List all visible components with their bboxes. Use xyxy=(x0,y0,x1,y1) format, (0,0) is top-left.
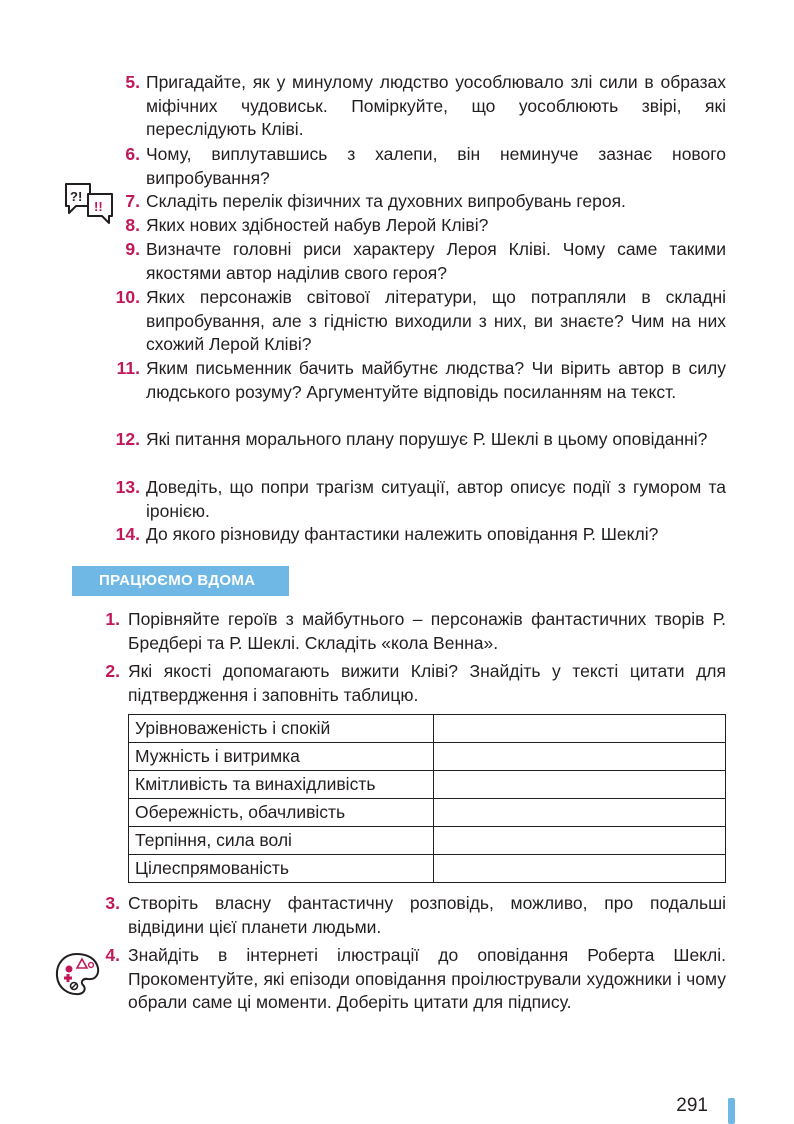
question-text: Яких персонажів світової літератури, що потрапляли в складні випробування, але з гідністю виходили з них, ви знаєте? Чим на них схожий Лерой Кліві? xyxy=(146,287,726,354)
table-row xyxy=(129,827,726,855)
question-number: 10. xyxy=(115,287,140,307)
quote-cell[interactable] xyxy=(434,855,726,883)
quality-cell: Обережність, обачливість xyxy=(129,799,434,827)
svg-text:!!: !! xyxy=(94,199,103,214)
table-row xyxy=(129,743,726,771)
quality-cell: Мужність і витримка xyxy=(129,743,434,771)
quote-cell[interactable] xyxy=(434,771,726,799)
question-text: Порівняйте героїв з майбутнього – персонажів фантастичних творів Р. Бредбері та Р. Шеклі. Складіть «кола Венна». xyxy=(128,609,726,653)
question-number: 14. xyxy=(115,524,140,544)
question-text: Яких нових здібностей набув Лерой Кліві? xyxy=(146,215,489,235)
question-text: Пригадайте, як у минулому людство уособлювало злі сили в образах міфічних чудовиськ. Поміркуйте, що уособлюють звірі, які переслідують Кліві. xyxy=(146,72,726,139)
question-text: Складіть перелік фізичних та духовних випробувань героя. xyxy=(146,191,626,211)
quality-cell: Цілеспрямованість xyxy=(129,855,434,883)
quality-cell: Кмітливість та винахідливість xyxy=(129,771,434,799)
question-text: Які якості допомагають вижити Кліві? Знайдіть у тексті цитати для підтвердження і заповніть таблицю. xyxy=(128,661,726,705)
svg-text:?!: ?! xyxy=(70,189,83,204)
question-number: 8. xyxy=(125,215,140,235)
question-text: До якого різновиду фантастики належить оповідання Р. Шеклі? xyxy=(146,524,659,544)
question-number: 4. xyxy=(105,945,120,965)
quote-cell[interactable] xyxy=(434,743,726,771)
question-number: 11. xyxy=(116,358,140,378)
page-marker-bar xyxy=(728,1098,735,1124)
question-text: Чому, виплутавшись з халепи, він неминуче зазнає нового випробування? xyxy=(146,144,726,188)
question-number: 2. xyxy=(105,661,120,681)
qualities-table xyxy=(128,714,726,883)
question-number: 9. xyxy=(125,239,140,259)
quote-cell[interactable] xyxy=(434,827,726,855)
question-number: 13. xyxy=(115,477,140,497)
quality-cell: Урівноваженість і спокій xyxy=(129,715,434,743)
table-row xyxy=(129,715,726,743)
table-row xyxy=(129,799,726,827)
palette-icon xyxy=(52,950,102,998)
question-text: Які питання морального плану порушує Р. Шеклі в цьому оповіданні? xyxy=(146,429,708,449)
quality-cell: Терпіння, сила волі xyxy=(129,827,434,855)
question-number: 12. xyxy=(115,429,140,449)
quote-cell[interactable] xyxy=(434,715,726,743)
table-row xyxy=(129,771,726,799)
table-row xyxy=(129,855,726,883)
question-text: Доведіть, що попри трагізм ситуації, автор описує події з гумором та іронією. xyxy=(146,477,726,521)
question-text: Створіть власну фантастичну розповідь, можливо, про подальші відвідини цієї планети людьми. xyxy=(128,893,726,937)
question-number: 7. xyxy=(125,191,140,211)
page-number: 291 xyxy=(676,1095,708,1116)
question-number: 1. xyxy=(105,609,120,629)
question-number: 3. xyxy=(105,893,120,913)
question-text: Яким письменник бачить майбутнє людства? Чи вірить автор в силу людського розуму? Аргументуйте відповідь посиланням на текст. xyxy=(146,358,726,402)
question-number: 5. xyxy=(125,72,140,92)
section-banner: ПРАЦЮЄМО ВДОМА xyxy=(72,566,289,596)
quote-cell[interactable] xyxy=(434,799,726,827)
question-text: Визначте головні риси характеру Лероя Кліві. Чому саме такими якостями автор наділив свого героя? xyxy=(146,239,726,283)
question-number: 6. xyxy=(125,144,140,164)
question-text: Знайдіть в інтернеті ілюстрації до оповідання Роберта Шеклі. Прокоментуйте, які епізоди оповідання проілюстрували художники і чому обрали саме ці моменти. Доберіть цитати для підпису. xyxy=(128,945,726,1012)
